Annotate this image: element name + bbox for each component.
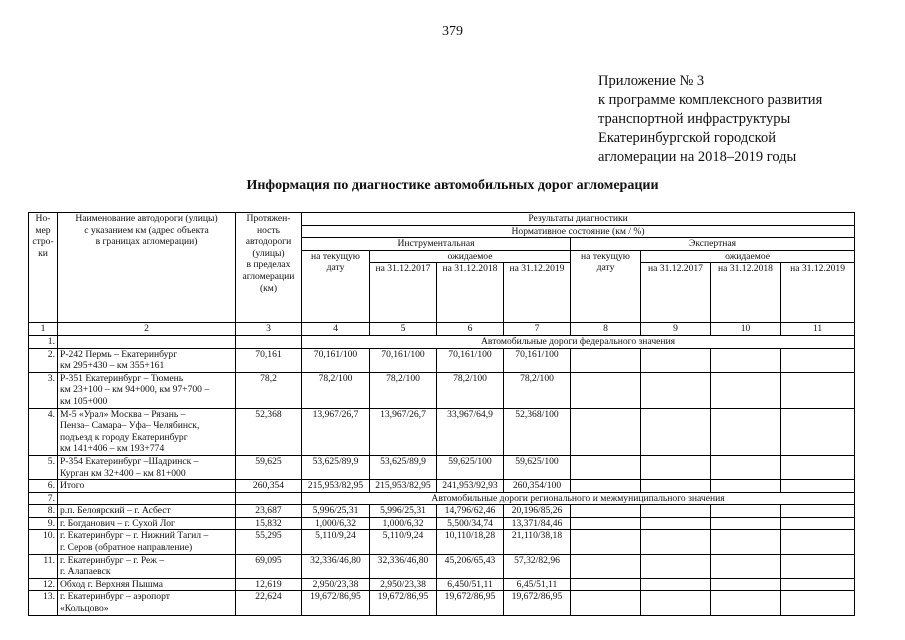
empty-cell — [711, 578, 781, 591]
value-cell: 6,45/51,11 — [504, 578, 571, 591]
value-cell: 13,967/26,7 — [302, 408, 370, 455]
column-number: 1 — [29, 323, 58, 336]
table-row — [29, 591, 855, 615]
empty-cell — [641, 455, 711, 479]
road-length: 260,354 — [236, 480, 302, 493]
table-row — [29, 505, 855, 518]
row-num: 2. — [29, 348, 58, 372]
value-cell: 5,500/34,74 — [437, 517, 504, 530]
empty-cell — [781, 578, 855, 591]
value-cell: 19,672/86,95 — [504, 591, 571, 615]
header-current-instr: на текущую дату — [302, 250, 370, 323]
empty-cell — [711, 591, 781, 615]
value-cell: 6,450/51,11 — [437, 578, 504, 591]
appendix-note — [598, 72, 822, 167]
empty-cell — [571, 372, 641, 408]
empty-cell — [781, 591, 855, 615]
empty-cell — [571, 480, 641, 493]
value-cell: 70,161/100 — [302, 348, 370, 372]
value-cell: 53,625/89,9 — [302, 455, 370, 479]
value-cell: 70,161/100 — [437, 348, 504, 372]
value-cell: 5,996/25,31 — [302, 505, 370, 518]
value-cell: 33,967/64,9 — [437, 408, 504, 455]
road-length: 12,619 — [236, 578, 302, 591]
empty-cell — [711, 517, 781, 530]
header-expected-expert: ожидаемое — [641, 250, 855, 263]
road-length: 55,295 — [236, 530, 302, 554]
road-length: 70,161 — [236, 348, 302, 372]
column-number: 4 — [302, 323, 370, 336]
empty-cell — [641, 408, 711, 455]
road-length: 59,625 — [236, 455, 302, 479]
value-cell: 2,950/23,38 — [370, 578, 437, 591]
empty-cell — [641, 505, 711, 518]
header-normative: Нормативное состояние (км / %) — [302, 225, 855, 238]
column-number: 3 — [236, 323, 302, 336]
road-name: Итого — [58, 480, 236, 493]
road-length: 78,2 — [236, 372, 302, 408]
table-row — [29, 455, 855, 479]
empty-cell — [571, 578, 641, 591]
road-length: 52,368 — [236, 408, 302, 455]
header-date-2018: на 31.12.2018 — [711, 263, 781, 323]
header-current-expert: на текущую дату — [571, 250, 641, 323]
empty-cell — [781, 517, 855, 530]
road-length: 15,832 — [236, 517, 302, 530]
header-row — [29, 213, 855, 226]
empty-cell — [58, 492, 236, 505]
section-title: Автомобильные дороги федерального значения — [302, 335, 855, 348]
value-cell: 21,110/38,18 — [504, 530, 571, 554]
header-num: Но- мер стро- ки — [29, 213, 58, 323]
document-title: Информация по диагностике автомобильных дорог агломерации — [246, 178, 659, 193]
row-num: 4. — [29, 408, 58, 455]
empty-cell — [781, 408, 855, 455]
appendix-line: агломерации на 2018–2019 годы — [598, 149, 797, 165]
row-num: 11. — [29, 554, 58, 578]
value-cell: 70,161/100 — [504, 348, 571, 372]
empty-cell — [711, 554, 781, 578]
road-name: г. Екатеринбург – аэропорт «Кольцово» — [58, 591, 236, 615]
column-number: 5 — [370, 323, 437, 336]
value-cell: 57,32/82,96 — [504, 554, 571, 578]
value-cell: 5,110/9,24 — [370, 530, 437, 554]
header-instrumental: Инструментальная — [302, 238, 571, 251]
diagnostics-table — [28, 212, 855, 616]
value-cell: 2,950/23,38 — [302, 578, 370, 591]
header-date-2017: на 31.12.2017 — [641, 263, 711, 323]
header-length: Протяжен- ность автодороги (улицы) в пределах агломерации (км) — [236, 213, 302, 323]
road-length: 22,624 — [236, 591, 302, 615]
empty-cell — [236, 492, 302, 505]
value-cell: 70,161/100 — [370, 348, 437, 372]
empty-cell — [641, 480, 711, 493]
empty-cell — [571, 505, 641, 518]
empty-cell — [781, 372, 855, 408]
table-row — [29, 517, 855, 530]
appendix-line: Приложение № 3 — [598, 73, 705, 89]
table-row — [29, 554, 855, 578]
section-num: 1. — [29, 335, 58, 348]
road-name: Р-354 Екатеринбург –Шадринск – Курган км 32+400 – км 81+000 — [58, 455, 236, 479]
empty-cell — [571, 517, 641, 530]
value-cell: 19,672/86,95 — [302, 591, 370, 615]
appendix-line: транспортной инфраструктуры — [598, 111, 791, 127]
section-title: Автомобильные дороги регионального и межмуниципального значения — [302, 492, 855, 505]
row-num: 12. — [29, 578, 58, 591]
empty-cell — [571, 348, 641, 372]
column-number: 9 — [641, 323, 711, 336]
empty-cell — [571, 408, 641, 455]
value-cell: 14,796/62,46 — [437, 505, 504, 518]
section-row — [29, 492, 855, 505]
table-row — [29, 372, 855, 408]
empty-cell — [641, 591, 711, 615]
road-length: 69,095 — [236, 554, 302, 578]
value-cell: 13,371/84,46 — [504, 517, 571, 530]
row-num: 10. — [29, 530, 58, 554]
column-number: 2 — [58, 323, 236, 336]
column-number: 6 — [437, 323, 504, 336]
row-num: 6. — [29, 480, 58, 493]
empty-cell — [711, 455, 781, 479]
value-cell: 19,672/86,95 — [437, 591, 504, 615]
value-cell: 5,996/25,31 — [370, 505, 437, 518]
road-name: Р-351 Екатеринбург – Тюмень км 23+100 – км 94+000, км 97+700 – км 105+000 — [58, 372, 236, 408]
row-num: 8. — [29, 505, 58, 518]
empty-cell — [781, 348, 855, 372]
empty-cell — [781, 480, 855, 493]
value-cell: 78,2/100 — [302, 372, 370, 408]
header-name: Наименование автодороги (улицы) с указанием км (адрес объекта в границах агломерации) — [58, 213, 236, 323]
section-num: 7. — [29, 492, 58, 505]
value-cell: 78,2/100 — [370, 372, 437, 408]
empty-cell — [641, 517, 711, 530]
table-row — [29, 578, 855, 591]
row-num: 13. — [29, 591, 58, 615]
value-cell: 32,336/46,80 — [302, 554, 370, 578]
table-row — [29, 480, 855, 493]
empty-cell — [571, 554, 641, 578]
empty-cell — [571, 530, 641, 554]
column-number: 10 — [711, 323, 781, 336]
value-cell: 10,110/18,28 — [437, 530, 504, 554]
header-results: Результаты диагностики — [302, 213, 855, 226]
value-cell: 59,625/100 — [437, 455, 504, 479]
empty-cell — [641, 372, 711, 408]
section-row — [29, 335, 855, 348]
header-date-2018: на 31.12.2018 — [437, 263, 504, 323]
empty-cell — [711, 348, 781, 372]
row-num: 9. — [29, 517, 58, 530]
header-date-2019: на 31.12.2019 — [504, 263, 571, 323]
table-row — [29, 530, 855, 554]
value-cell: 1,000/6,32 — [370, 517, 437, 530]
value-cell: 215,953/82,95 — [302, 480, 370, 493]
value-cell: 53,625/89,9 — [370, 455, 437, 479]
empty-cell — [641, 578, 711, 591]
column-number: 11 — [781, 323, 855, 336]
empty-cell — [711, 408, 781, 455]
road-name: г. Екатеринбург – г. Реж – г. Алапаевск — [58, 554, 236, 578]
table-row — [29, 408, 855, 455]
value-cell: 52,368/100 — [504, 408, 571, 455]
empty-cell — [711, 480, 781, 493]
empty-cell — [571, 591, 641, 615]
header-expert: Экспертная — [571, 238, 855, 251]
empty-cell — [641, 554, 711, 578]
value-cell: 78,2/100 — [504, 372, 571, 408]
road-name: Р-242 Пермь – Екатеринбург км 295+430 – км 355+161 — [58, 348, 236, 372]
empty-cell — [711, 372, 781, 408]
road-name: г. Екатеринбург – г. Нижний Тагил – г. Серов (обратное направление) — [58, 530, 236, 554]
value-cell: 20,196/85,26 — [504, 505, 571, 518]
appendix-line: Екатеринбургской городской — [598, 130, 776, 146]
table-row — [29, 348, 855, 372]
empty-cell — [781, 455, 855, 479]
empty-cell — [641, 530, 711, 554]
empty-cell — [781, 505, 855, 518]
empty-cell — [571, 455, 641, 479]
value-cell: 5,110/9,24 — [302, 530, 370, 554]
empty-cell — [781, 554, 855, 578]
page-number: 379 — [442, 24, 463, 39]
road-length: 23,687 — [236, 505, 302, 518]
value-cell: 19,672/86,95 — [370, 591, 437, 615]
value-cell: 59,625/100 — [504, 455, 571, 479]
road-name: Обход г. Верхняя Пышма — [58, 578, 236, 591]
header-date-2019: на 31.12.2019 — [781, 263, 855, 323]
value-cell: 78,2/100 — [437, 372, 504, 408]
value-cell: 32,336/46,80 — [370, 554, 437, 578]
row-num: 3. — [29, 372, 58, 408]
empty-cell — [58, 335, 236, 348]
row-num: 5. — [29, 455, 58, 479]
value-cell: 45,206/65,43 — [437, 554, 504, 578]
empty-cell — [711, 505, 781, 518]
header-expected-instr: ожидаемое — [370, 250, 571, 263]
empty-cell — [781, 530, 855, 554]
header-date-2017: на 31.12.2017 — [370, 263, 437, 323]
value-cell: 260,354/100 — [504, 480, 571, 493]
value-cell: 241,953/92,93 — [437, 480, 504, 493]
empty-cell — [711, 530, 781, 554]
value-cell: 13,967/26,7 — [370, 408, 437, 455]
road-name: г. Богданович – г. Сухой Лог — [58, 517, 236, 530]
empty-cell — [641, 348, 711, 372]
empty-cell — [236, 335, 302, 348]
value-cell: 1,000/6,32 — [302, 517, 370, 530]
column-number: 7 — [504, 323, 571, 336]
column-number-row — [29, 323, 855, 336]
appendix-line: к программе комплексного развития — [598, 92, 823, 108]
value-cell: 215,953/82,95 — [370, 480, 437, 493]
road-name: р.п. Белоярский – г. Асбест — [58, 505, 236, 518]
column-number: 8 — [571, 323, 641, 336]
road-name: М-5 «Урал» Москва – Рязань – Пенза– Самара– Уфа– Челябинск, подъезд к городу Екатеринбург км 141+406 – км 193+774 — [58, 408, 236, 455]
